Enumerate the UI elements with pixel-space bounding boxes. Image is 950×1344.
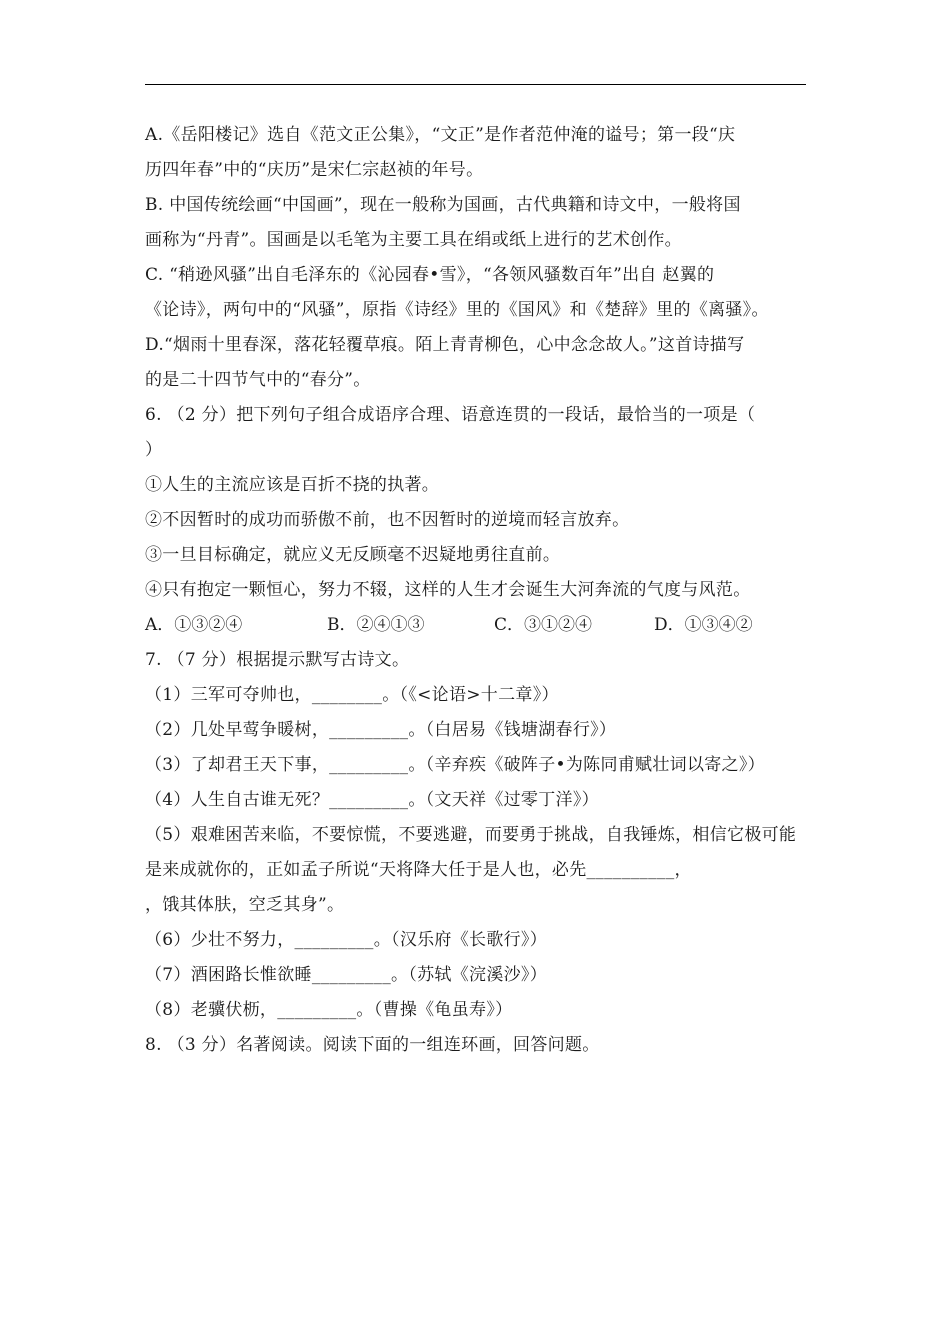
q5-option-a-line1: A.《岳阳楼记》选自《范文正公集》，“文正”是作者范仲淹的谥号；第一段“庆	[145, 125, 736, 145]
q6-option-c[interactable]: C．③①②④	[494, 615, 593, 635]
q5-option-c-line2: 《论诗》，两句中的“风骚”，原指《诗经》里的《国风》和《楚辞》里的《离骚》。	[145, 300, 769, 320]
q6-sentence-2: ②不因暂时的成功而骄傲不前，也不因暂时的逆境而轻言放弃。	[145, 510, 630, 530]
q7-item-7: （7）酒困路长惟欲睡_________。（苏轼《浣溪沙》）	[145, 965, 548, 985]
q6-stem: 6. （2 分）把下列句子组合成语序合理、语意连贯的一段话，最恰当的一项是（	[145, 405, 756, 425]
q7-item-1: （1）三军可夺帅也，________。（《<论语>十二章》）	[145, 685, 559, 705]
q7-stem: 7. （7 分）根据提示默写古诗文。	[145, 650, 410, 670]
q7-item-8: （8）老骥伏枥，_________。（曹操《龟虽寿》）	[145, 1000, 513, 1020]
q6-option-a[interactable]: A．①③②④	[145, 615, 243, 635]
q5-option-a-line2: 历四年春”中的“庆历”是宋仁宗赵祯的年号。	[145, 160, 484, 180]
q5-option-d-line1: D.“烟雨十里春深，落花轻覆草痕。陌上青青柳色，心中念念故人。”这首诗描写	[145, 335, 745, 355]
q5-option-b-line2: 画称为“丹青”。国画是以毛笔为主要工具在绢或纸上进行的艺术创作。	[145, 230, 682, 250]
q5-option-c-line1: C. “稍逊风骚”出自毛泽东的《沁园春•雪》，“各领风骚数百年”出自 赵翼的	[145, 265, 715, 285]
q7-item-5-line1: （5）艰难困苦来临，不要惊慌，不要逃避，而要勇于挑战，自我锤炼，相信它极可能	[145, 825, 797, 845]
q7-item-2: （2）几处早莺争暖树，_________。（白居易《钱塘湖春行》）	[145, 720, 617, 740]
exam-page-content	[145, 118, 808, 1063]
q5-option-d-line2: 的是二十四节气中的“春分”。	[145, 370, 371, 390]
q6-sentence-4: ④只有抱定一颗恒心，努力不辍，这样的人生才会诞生大河奔流的气度与风范。	[145, 580, 751, 600]
q7-item-5-line3: ，饿其体肤，空乏其身”。	[145, 895, 345, 915]
q6-sentence-1: ①人生的主流应该是百折不挠的执著。	[145, 475, 440, 495]
q8-stem: 8. （3 分）名著阅读。阅读下面的一组连环画，回答问题。	[145, 1035, 600, 1055]
q6-sentence-3: ③一旦目标确定，就应义无反顾毫不迟疑地勇往直前。	[145, 545, 561, 565]
q7-item-3: （3）了却君王天下事，_________。（辛弃疾《破阵子•为陈同甫赋壮词以寄之》）	[145, 755, 765, 775]
q7-item-6: （6）少壮不努力，_________。（汉乐府《长歌行》）	[145, 930, 548, 950]
q7-item-4: （4）人生自古谁无死？_________。（文天祥《过零丁洋》）	[145, 790, 599, 810]
q7-item-5-line2: 是来成就你的，正如孟子所说“天将降大任于是人也，必先__________，	[145, 860, 692, 880]
q6-stem-cont: ）	[145, 440, 163, 460]
q6-option-b[interactable]: B．②④①③	[327, 615, 425, 635]
q6-option-d[interactable]: D．①③④②	[654, 615, 753, 635]
q6-options	[145, 608, 808, 643]
q5-option-b-line1: B. 中国传统绘画“中国画”，现在一般称为国画，古代典籍和诗文中，一般将国	[145, 195, 741, 215]
header-rule	[145, 84, 806, 85]
